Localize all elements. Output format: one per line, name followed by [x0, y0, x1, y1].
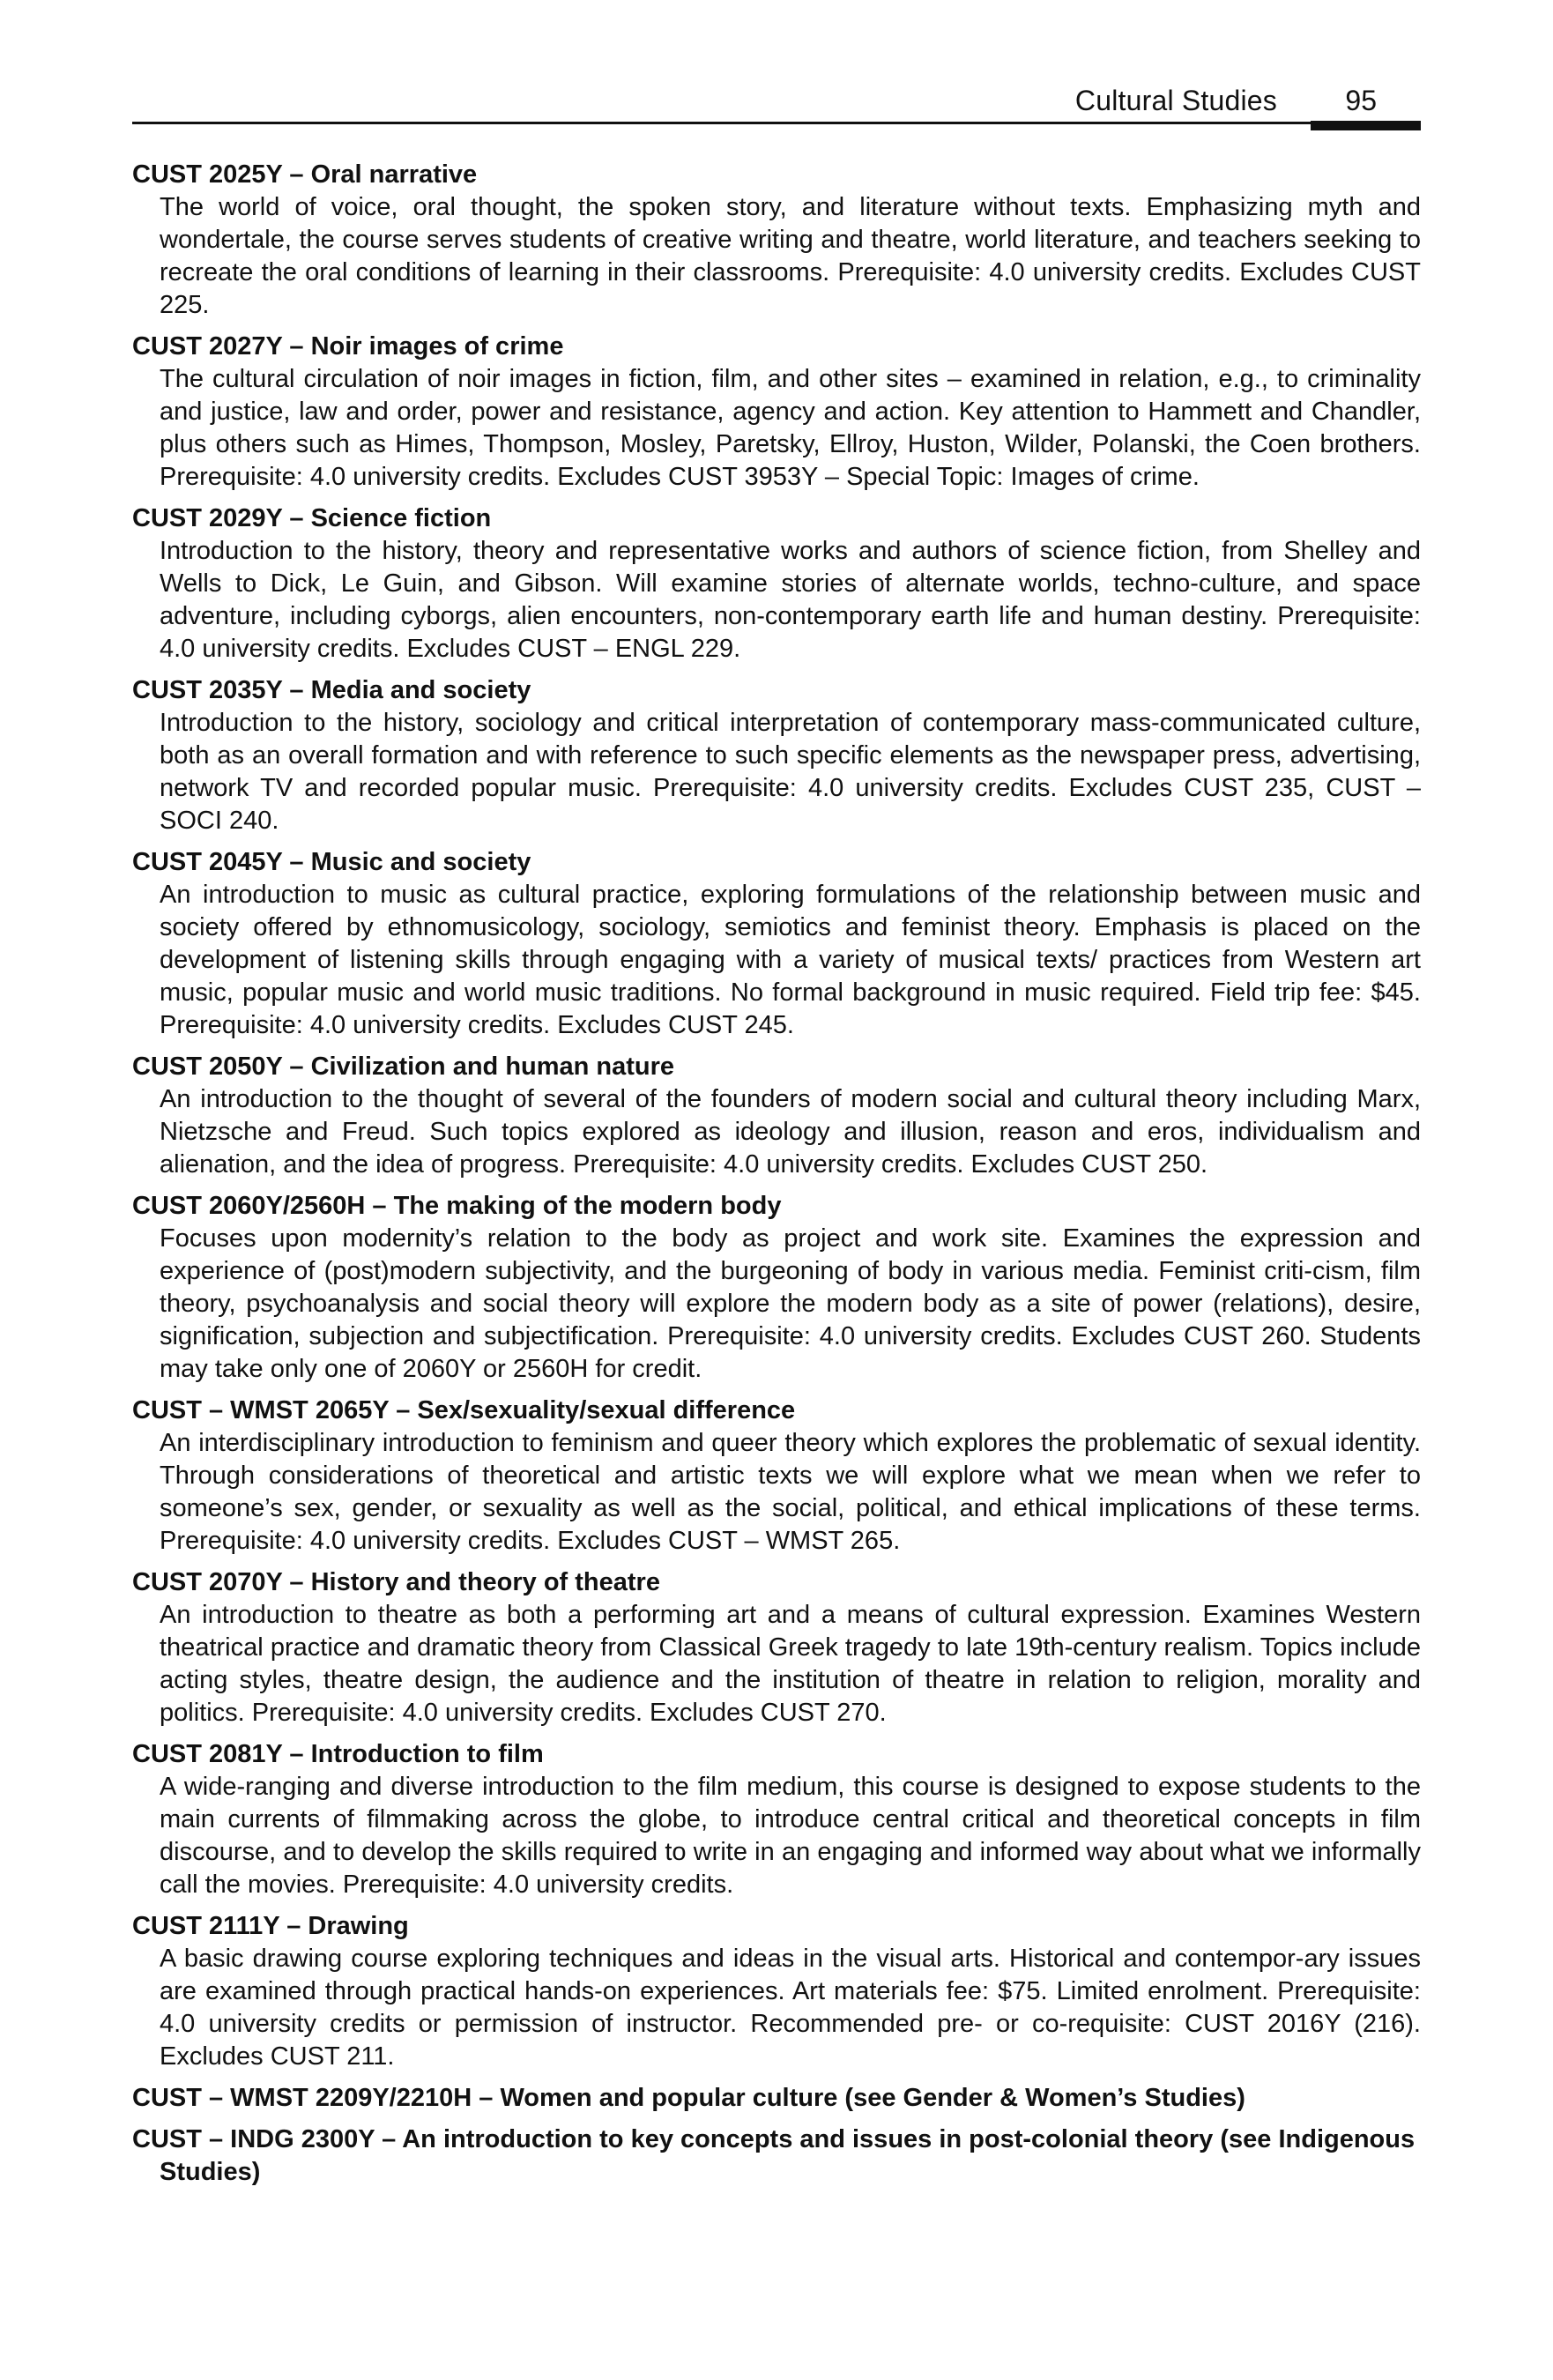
running-head-title: Cultural Studies [1074, 85, 1277, 116]
course-description: The world of voice, oral thought, the spoken story, and literature without texts. Emphasizing myth and wondertale, the course serves students of creative writing and theatre, world literature, and teachers seeking to recreate the oral conditions of learning in their classrooms. Prerequisite: 4.0 university credits. Excludes CUST 225. [160, 193, 1421, 319]
course-description: An introduction to music as cultural practice, exploring formulations of the relationship between music and society offered by ethnomusicology, sociology, semiotics and feminist theory. Emphasis is placed on the development of listening skills through engaging with a variety of musical texts/ practices from Western art music, popular music and world music traditions. No formal background in music required. Field trip fee: $45. Prerequisite: 4.0 university credits. Excludes CUST 245. [160, 881, 1421, 1039]
course-entry [132, 1190, 1421, 1386]
course-entry [132, 846, 1421, 1042]
course-description: Introduction to the history, theory and representative works and authors of science fiction, from Shelley and Wells to Dick, Le Guin, and Gibson. Will examine stories of alternate worlds, techno-culture, and space adventure, including cyborgs, alien encounters, non-contemporary earth life and human destiny. Prerequisite: 4.0 university credits. Excludes CUST – ENGL 229. [160, 537, 1421, 663]
course-title: CUST 2070Y – History and theory of theatre [132, 1568, 660, 1596]
course-entry [132, 1566, 1421, 1729]
course-title: CUST 2027Y – Noir images of crime [132, 332, 564, 361]
course-entry [132, 1738, 1421, 1901]
header-rule [132, 122, 1421, 124]
course-title: CUST 2035Y – Media and society [132, 676, 531, 704]
course-title: CUST 2045Y – Music and society [132, 848, 531, 876]
course-entry [132, 1051, 1421, 1181]
course-title: CUST 2081Y – Introduction to film [132, 1740, 544, 1768]
course-list [132, 159, 1421, 2198]
course-description: The cultural circulation of noir images in fiction, film, and other sites – examined in relation, e.g., to criminality and justice, law and order, power and resistance, agency and action. Key attention to Hammett and Chandler, plus others such as Himes, Thompson, Mosley, Paretsky, Ellroy, Huston, Wilder, Polanski, the Coen brothers. Prerequisite: 4.0 university credits. Excludes CUST 3953Y – Special Topic: Images of crime. [160, 365, 1421, 491]
course-title: CUST 2025Y – Oral narrative [132, 160, 478, 189]
page-number: 95 [1345, 85, 1377, 116]
course-description: Introduction to the history, sociology and critical interpretation of contemporary mass-communicated culture, both as an overall formation and with reference to such specific elements as the newspaper press, advertising, network TV and recorded popular music. Prerequisite: 4.0 university credits. Excludes CUST 235, CUST – SOCI 240. [160, 709, 1421, 835]
course-title: CUST 2050Y – Civilization and human nature [132, 1052, 675, 1081]
course-title: CUST – WMST 2065Y – Sex/sexuality/sexual difference [132, 1396, 796, 1424]
header-tab-bar [1311, 121, 1421, 130]
course-title: CUST 2060Y/2560H – The making of the modern body [132, 1192, 782, 1220]
course-description: An introduction to the thought of several of the founders of modern social and cultural theory including Marx, Nietzsche and Freud. Such topics explored as ideology and illusion, reason and eros, individualism and alienation, and the idea of progress. Prerequisite: 4.0 university credits. Excludes CUST 250. [160, 1085, 1421, 1179]
course-description: An introduction to theatre as both a performing art and a means of cultural expression. Examines Western theatrical practice and dramatic theory from Classical Greek tragedy to late 19th-century realism. Topics include acting styles, theatre design, the audience and the institution of theatre in relation to religion, morality and politics. Prerequisite: 4.0 university credits. Excludes CUST 270. [160, 1601, 1421, 1727]
course-entry [132, 331, 1421, 494]
course-title: CUST – WMST 2209Y/2210H – Women and popular culture (see Gender & Women’s Studies) [132, 2084, 1245, 2112]
page-header [132, 81, 1421, 134]
course-entry [132, 1395, 1421, 1558]
course-description: A basic drawing course exploring techniques and ideas in the visual arts. Historical and contempor-ary issues are examined through practical hands-on experiences. Art materials fee: $75. Limited enrolment. Prerequisite: 4.0 university credits or permission of instructor. Recommended pre- or co-requisite: CUST 2016Y (216). Excludes CUST 211. [160, 1945, 1421, 2071]
course-entry [132, 1910, 1421, 2073]
course-entry [132, 159, 1421, 322]
course-title: CUST – INDG 2300Y – An introduction to key concepts and issues in post-colonial theory (see Indigenous Studies) [132, 2125, 1416, 2186]
course-title: CUST 2029Y – Science fiction [132, 504, 492, 532]
course-entry [132, 2082, 1421, 2115]
course-entry [132, 502, 1421, 666]
course-entry [132, 674, 1421, 837]
course-entry [132, 2123, 1421, 2189]
course-title: CUST 2111Y – Drawing [132, 1912, 409, 1940]
course-description: Focuses upon modernity’s relation to the body as project and work site. Examines the expression and experience of (post)modern subjectivity, and the burgeoning of body in various media. Feminist criti-cism, film theory, psychoanalysis and social theory will explore the modern body as a site of power (relations), desire, signification, subjection and subjectification. Prerequisite: 4.0 university credits. Excludes CUST 260. Students may take only one of 2060Y or 2560H for credit. [160, 1224, 1421, 1383]
course-description: An interdisciplinary introduction to feminism and queer theory which explores the problematic of sexual identity. Through considerations of theoretical and artistic texts we will explore what we mean when we refer to someone’s sex, gender, or sexuality as well as the social, political, and ethical implications of these terms. Prerequisite: 4.0 university credits. Excludes CUST – WMST 265. [160, 1429, 1421, 1555]
course-description: A wide-ranging and diverse introduction to the film medium, this course is designed to expose students to the main currents of filmmaking across the globe, to introduce central critical and theoretical concepts in film discourse, and to develop the skills required to write in an engaging and informed way about what we informally call the movies. Prerequisite: 4.0 university credits. [160, 1773, 1421, 1899]
